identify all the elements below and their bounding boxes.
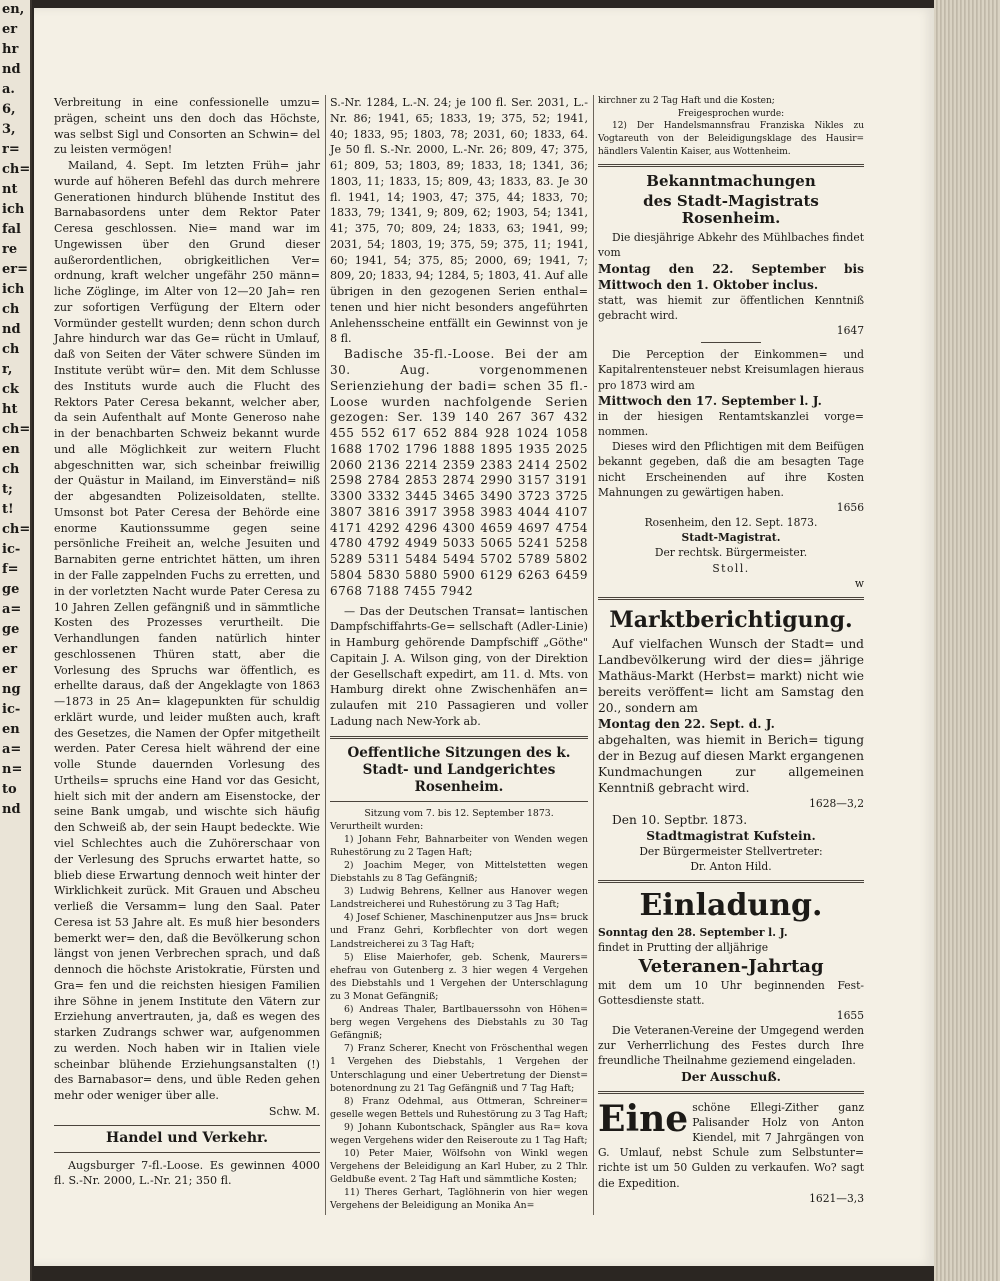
strip-fragment: a. xyxy=(2,82,15,97)
strip-fragment: ch= xyxy=(2,162,31,177)
col1-paragraph-milan: Mailand, 4. Sept. Im letzten Früh= jahr wurde auf höheren Befehl das durch mehrere Generationen hindurch blühende Institut des Barnabasordens unter dem Rektor Pater Ceresa geschlossen. Nie= mand war im Ungewissen über den Grund dieser außerordentlichen, obrigkeitlichen Ver= ordnung, kraft welcher ungefähr 250 männ= liche Zöglinge, im Alter von 12—20 Jah= ren zur sofortigen Verfügung der Eltern oder Vormünder gestellt wurden; denn schon durch Jahre hindurch war das Ge= rücht in Umlauf, daß von Seiten der Väter schwere Sünden im Institute verübt wür= den. Mit dem Schlusse des Instituts wurde auch die Flucht des Rektors Pater Ceresa bekannt, welcher aber, da sein Aufenthalt auf Monte Generoso nahe in der benachbarten Schweiz bekannt wurde und alle Möglichkeit zur weitern Flucht abgeschnitten war, sich scheinbar freiwillig der Quästur in Mailand, im Einverständ= niß der abgesandten Polizeisoldaten, stellte. Umsonst bot Pater Ceresa der Behörde eine enorme Kautionssumme gegen seine persönliche Freiheit an, welche Jesuiten und Barnabiten gerne entrichtet hätten, um ihren in der Falle zappelnden Fuchs zu erretten, und in der vorletzten Nacht wurde Pater Ceresa zu 10 Jahren Zellen gefängniß und in sämmtliche Kosten des Prozesses verurtheilt. Die Verhandlungen fanden natürlich hinter geschlossenen Thüren statt, aber die Vorlesung des Spruchs war öffentlich, es erhellte daraus, daß der Angeklagte von 1863—1873 in 25 An= klagepunkten für schuldig erklärt wurde, und leider mußten auch, kraft des Gesetzes, die Namen der Opfer mitgetheilt werden. Pater Ceresa hielt während der eine volle Stunde dauernden Vorlesung des Urtheils= spruchs eine Hand vor das Gesicht, hielt sich mit der andern am Eisenstocke, der seine Bank umgab, und wischte sich häufig den Schweiß ab, der sein Haupt bedeckte. Wie viel Schlechtes auch die Zuhörerschaar von der Verlesung des Spruchs erwartet hatte, so blieb diese Erwartung dennoch weit hinter der Wirklichkeit zurück. Mit Grauen und Abscheu verließ die Versamm= lung den Saal. Pater Ceresa ist 53 Jahre alt. Es muß hier besonders bemerkt wer= den, daß die Bevölkerung schon längst von jenen Verbrechen sprach, und daß dennoch die höchste Aristokratie, Fürsten und Gra= fen und die reichsten hiesigen Familien ihre Söhne in jenem Institute den Vätern zur Erziehung anvertrauten, ja, daß es wegen des starken Zudrangs schwer war, aufgenommen zu werden. Noch haben wir in Italien viele scheinbar blühende Erziehungsanstalten (!) des Barnabasor= dens, und üble Reden gehen mehr oder weniger über alle. xyxy=(54,159,320,1103)
strip-fragment: er xyxy=(2,642,18,657)
strip-fragment: ic- xyxy=(2,702,21,717)
ad4-number: 1621—3,3 xyxy=(809,1191,864,1205)
court-continued: kirchner zu 2 Tag Haft und die Kosten; xyxy=(598,96,775,106)
col2-lottery-numbers: S.-Nr. 1284, L.-N. 24; je 100 fl. Ser. 2031, L.-Nr. 86; 1941, 65; 1833, 19; 375, 52; 1941, 40; 1833, 95; 1803, 78; 2031, 60; 1833, 64. Je 50 fl. S.-Nr. 2000, L.-Nr. 26; 809, 47; 375, 61; 809, 53; 1803, 89; 1833, 18; 1341, 36; 1803, 11; 1833, 15; 809, 43; 1833, 83. Je 30 fl. 1941, 14; 1903, 47; 375, 44; 1833, 70; 1833, 79; 1341, 9; 809, 62; 1903, 54; 1341, 41; 375, 70; 809, 24; 1833, 63; 1941, 99; 2031, 54; 1803, 19; 375, 59; 375, 11; 1941, 60; 1941, 54; 375, 85; 2000, 69; 1941, 7; 809, 20; 1833, 94; 1284, 5; 1803, 41. Auf alle übrigen in den gezogenen Serien enthal= tenen und hier nicht besonders angeführten Anlehensscheine entfällt ein Gewinnst von je 8 fl. xyxy=(330,96,588,346)
strip-fragment: a= xyxy=(2,602,22,617)
strip-fragment: ch xyxy=(2,462,20,477)
court-verdict-item: 11) Theres Gerhart, Taglöhnerin von hier wegen Vergehens der Beleidigung an Monika An= xyxy=(330,1187,588,1212)
ad3-text-1: mit dem um 10 Uhr beginnenden Fest- Gottesdienste statt. xyxy=(598,978,864,1007)
divider xyxy=(54,1125,320,1126)
court-verdict-item: 9) Johann Kubontschack, Spängler aus Ra= kova wegen Vergehens wider den Reiseroute zu 1 Tag Haft; xyxy=(330,1121,588,1146)
ad1-text-5: Dieses wird den Pflichtigen mit dem Beifügen bekannt gegeben, daß die am besagten Tage nicht Erscheinenden auf ihre Kosten Mahnungen zu gewärtigen haben. xyxy=(598,440,864,499)
strip-fragment: ch xyxy=(2,342,20,357)
column-2 xyxy=(330,95,588,1213)
ad1-organisation: Stadt-Magistrat. xyxy=(681,531,781,545)
strip-fragment: f= xyxy=(2,562,19,577)
section-heading-court: Oeffentliche Sitzungen des k. Stadt- und Landgerichtes Rosenheim. xyxy=(347,744,571,795)
strip-fragment: fal xyxy=(2,222,21,237)
ad1-number-1: 1647 xyxy=(836,323,864,337)
strip-fragment: er= xyxy=(2,262,29,277)
ad1-role: Der rechtsk. Bürgermeister. xyxy=(654,546,808,560)
strip-fragment: r= xyxy=(2,142,20,157)
divider xyxy=(598,1091,864,1094)
strip-fragment: nt xyxy=(2,182,18,197)
column-1 xyxy=(54,95,320,1189)
column-rule-1 xyxy=(325,95,326,1215)
ad-market-correction xyxy=(598,606,864,874)
ad1-date-bold-2: Mittwoch den 17. September l. J. xyxy=(598,393,822,408)
court-verdict-item: 1) Johann Fehr, Bahnarbeiter von Wenden wegen Ruhestörung zu 2 Tagen Haft; xyxy=(330,833,588,858)
court-verdict-item: 2) Joachim Meger, von Mittelstetten wegen Diebstahls zu 8 Tag Gefängniß; xyxy=(330,860,588,885)
court-session: Sitzung vom 7. bis 12. September 1873. xyxy=(364,807,554,819)
ad2-text-1: Auf vielfachen Wunsch der Stadt= und Landbevölkerung wird der dies= jährige Mathäus-Markt (Herbst= markt) nicht wie bereits veröffent= licht am Samstag den 20., sondern am xyxy=(598,637,864,716)
strip-fragment: ge xyxy=(2,622,20,637)
strip-fragment: ch= xyxy=(2,422,31,437)
court-verdict-list xyxy=(330,833,588,1213)
column-3 xyxy=(598,95,864,1206)
ad1-text-2: statt, was hiemit zur öffentlichen Kenntniß gebracht wird. xyxy=(598,293,864,322)
ad1-text-3: Die Perception der Einkommen= und Kapitalrentensteuer nebst Kreisumlagen hieraus pro 1873 wird am xyxy=(598,348,864,392)
book-edge xyxy=(934,0,1000,1281)
strip-fragment: t; xyxy=(2,482,13,497)
strip-fragment: en xyxy=(2,442,20,457)
section-heading-trade: Handel und Verkehr. xyxy=(106,1129,268,1146)
ad2-date: Den 10. Septbr. 1873. xyxy=(612,812,748,827)
court-verdict-item: 8) Franz Odehmal, aus Ottmeran, Schreiner= geselle wegen Bettels und Ruhestörung zu 3 Tag Haft; xyxy=(330,1095,588,1120)
strip-fragment: r, xyxy=(2,362,13,377)
strip-fragment: er xyxy=(2,662,18,677)
divider xyxy=(598,597,864,600)
strip-fragment: nd xyxy=(2,802,21,817)
acquitted-item: 12) Der Handelsmannsfrau Franziska Nikles zu Vogtareuth von der Beleidigungsklage des Hausir= händlers Valentin Kaiser, aus Wottenheim. xyxy=(598,121,864,157)
ad3-bold-title: Veteranen-Jahrtag xyxy=(638,955,824,977)
ad2-date-bold: Montag den 22. Sept. d. J. xyxy=(598,717,775,732)
ad1-place-date: Rosenheim, den 12. Sept. 1873. xyxy=(644,516,818,530)
court-verdict-label: Verurtheilt wurden: xyxy=(330,820,424,832)
strip-fragment: en xyxy=(2,722,20,737)
ad3-text-2: Die Veteranen-Vereine der Umgegend werden zur Verherrlichung des Festes durch Ihre freundliche Theilnahme geziemend eingeladen. xyxy=(598,1024,864,1068)
col1-signature: Schw. M. xyxy=(268,1105,320,1118)
ad2-number: 1628—3,2 xyxy=(809,797,864,811)
strip-fragment: nd xyxy=(2,322,21,337)
divider xyxy=(330,736,588,739)
ad1-name: Stoll. xyxy=(712,561,750,575)
ad-invitation xyxy=(598,889,864,1085)
strip-fragment: n= xyxy=(2,762,23,777)
ad1-text-1: Die diesjährige Abkehr des Mühlbaches findet vom xyxy=(598,231,864,260)
strip-fragment: 6, xyxy=(2,102,16,117)
ad-zither-sale xyxy=(598,1097,864,1206)
strip-fragment: ic- xyxy=(2,542,21,557)
ad3-line-1: Sonntag den 28. September l. J. xyxy=(598,926,788,940)
column-rule-2 xyxy=(593,95,594,1215)
ad1-date-bold: Montag den 22. September bis Mittwoch den 1. Oktober inclus. xyxy=(598,261,864,292)
col1-paragraph-lottery: Augsburger 7-fl.-Loose. Es gewinnen 4000 fl. S.-Nr. 2000, L.-Nr. 21; 350 fl. xyxy=(54,1158,320,1188)
strip-fragment: ge xyxy=(2,582,20,597)
strip-fragment: nd xyxy=(2,62,21,77)
ad1-title-2: des Stadt-Magistrats Rosenheim. xyxy=(643,192,819,228)
strip-fragment: t! xyxy=(2,502,14,517)
divider xyxy=(54,1152,320,1153)
strip-fragment: ich xyxy=(2,202,25,217)
strip-fragment: ng xyxy=(2,682,21,697)
strip-fragment: ch xyxy=(2,302,20,317)
col2-shipping-news: — Das der Deutschen Transat= lantischen Dampfschiffahrts-Ge= sellschaft (Adler-Linie) in Hamburg gehörende Dampfschiff „Göthe" Capitain J. A. Wilson ging, von der Direktion der Gesellschaft expedirt, am 11. d. Mts. von Hamburg direkt ohne Zwischenhäfen an= zulaufen mit 210 Passagieren und voller Ladung nach New-York ab. xyxy=(330,604,588,728)
strip-fragment: er xyxy=(2,22,18,37)
col1-paragraph-1: Verbreitung in eine confessionelle umzu= prägen, scheint uns den doch das Höchste, was selbst Sigl und Consorten an Schwin= del zu leisten vermögen! xyxy=(54,96,320,157)
ad3-title: Einladung. xyxy=(639,888,823,924)
court-verdict-item: 5) Elise Maierhofer, geb. Schenk, Maurers= ehefrau von Gutenberg z. 3 hier wegen 4 Vergehen des Diebstahls und 1 Vergehen der Unterschlagung zu 3 Monat Gefängniß; xyxy=(330,951,588,1002)
ad4-initial: Eine xyxy=(598,1097,689,1140)
court-verdict-item: 10) Peter Maier, Wölfsohn von Winkl wegen Vergehens der Beleidigung an Karl Huber, zu 2 Thlr. Geldbuße event. 2 Tag Haft und sämmtliche Kosten; xyxy=(330,1148,588,1186)
strip-fragment: ht xyxy=(2,402,18,417)
strip-fragment: ich xyxy=(2,282,25,297)
strip-fragment: hr xyxy=(2,42,19,57)
ad2-name: Dr. Anton Hild. xyxy=(690,859,772,873)
court-verdict-item: 7) Franz Scherer, Knecht von Fröschenthal wegen 1 Vergehen des Diebstahls, 1 Vergehen der Unterschlagung und einer Uebertretung der Dienst= botenordnung zu 21 Tag Gefängniß und 7 Tag Haft; xyxy=(330,1043,588,1094)
col2-baden-lottery: Badische 35-fl.-Loose. Bei der am 30. Aug. vorgenommenen Serienziehung der badi= schen 35 fl.-Loose wurden nachfolgende Serien gezogen: Ser. 139 140 267 367 432 455 552 617 652 884 928 1024 1058 1688 1702 1796 1888 1895 1935 2025 2060 2136 2214 2359 2383 2414 2502 2598 2784 2853 2874 2990 3157 3191 3300 3332 3445 3465 3490 3723 3725 3807 3816 3917 3958 3983 4044 4107 4171 4292 4296 4300 4659 4697 4754 4780 4792 4949 5033 5065 5241 5258 5289 5311 5484 5494 5702 5789 5802 5804 5830 5880 5900 6129 6263 6459 6768 7188 7455 7942 xyxy=(330,347,588,598)
court-verdict-item: 6) Andreas Thaler, Bartlbauerssohn von Höhen= berg wegen Vergehens des Diebstahls zu 30 Tag Gefängniß; xyxy=(330,1004,588,1042)
court-verdict-item: 4) Josef Schiener, Maschinenputzer aus Jns= bruck und Franz Gehri, Korbflechter von dort wegen Landstreicherei zu 3 Tag Haft; xyxy=(330,912,588,950)
divider xyxy=(598,880,864,883)
ad2-title: Marktberichtigung. xyxy=(609,607,853,634)
ad3-signature: Der Ausschuß. xyxy=(681,1069,781,1084)
ad1-text-4: in der hiesigen Rentamtskanzlei vorge= nommen. xyxy=(598,409,864,438)
ad1-mark: w xyxy=(854,576,864,590)
strip-fragment: ch= xyxy=(2,522,31,537)
strip-fragment: ck xyxy=(2,382,19,397)
ad2-organisation: Stadtmagistrat Kufstein. xyxy=(646,828,816,843)
adjacent-page-strip xyxy=(0,0,32,1281)
ad4-text: schöne Ellegi-Zither ganz Palisander Holz von Anton Kiendel, mit 7 Jahrgängen von G. Umlauf, nebst Schule zum Selbstunter= richte ist um 50 Gulden zu verkaufen. Wo? sagt die Expedition. xyxy=(598,1100,864,1190)
court-verdict-item: 3) Ludwig Behrens, Kellner aus Hanover wegen Landstreicherei und Ruhestörung zu 3 Tag Haft; xyxy=(330,886,588,911)
short-divider xyxy=(701,342,761,343)
ad2-text-2: abgehalten, was hiemit in Berich= tigung der in Bezug auf diesen Markt ergangenen Kundmachungen zur allgemeinen Kenntniß gebracht wird. xyxy=(598,733,864,796)
ad1-number-2: 1656 xyxy=(836,500,864,514)
strip-fragment: to xyxy=(2,782,17,797)
divider xyxy=(598,164,864,167)
divider xyxy=(330,801,588,802)
ad-rosenheim-magistrate xyxy=(598,173,864,591)
ad3-number: 1655 xyxy=(836,1008,864,1022)
strip-fragment: 3, xyxy=(2,122,16,137)
acquitted-label: Freigesprochen wurde: xyxy=(677,108,785,119)
strip-fragment: a= xyxy=(2,742,22,757)
ad3-line-2: findet in Prutting der alljährige xyxy=(598,941,769,955)
ad2-role: Der Bürgermeister Stellvertreter: xyxy=(639,844,823,858)
strip-fragment: en, xyxy=(2,2,25,17)
ad1-title-1: Bekanntmachungen xyxy=(646,172,816,191)
strip-fragment: re xyxy=(2,242,18,257)
